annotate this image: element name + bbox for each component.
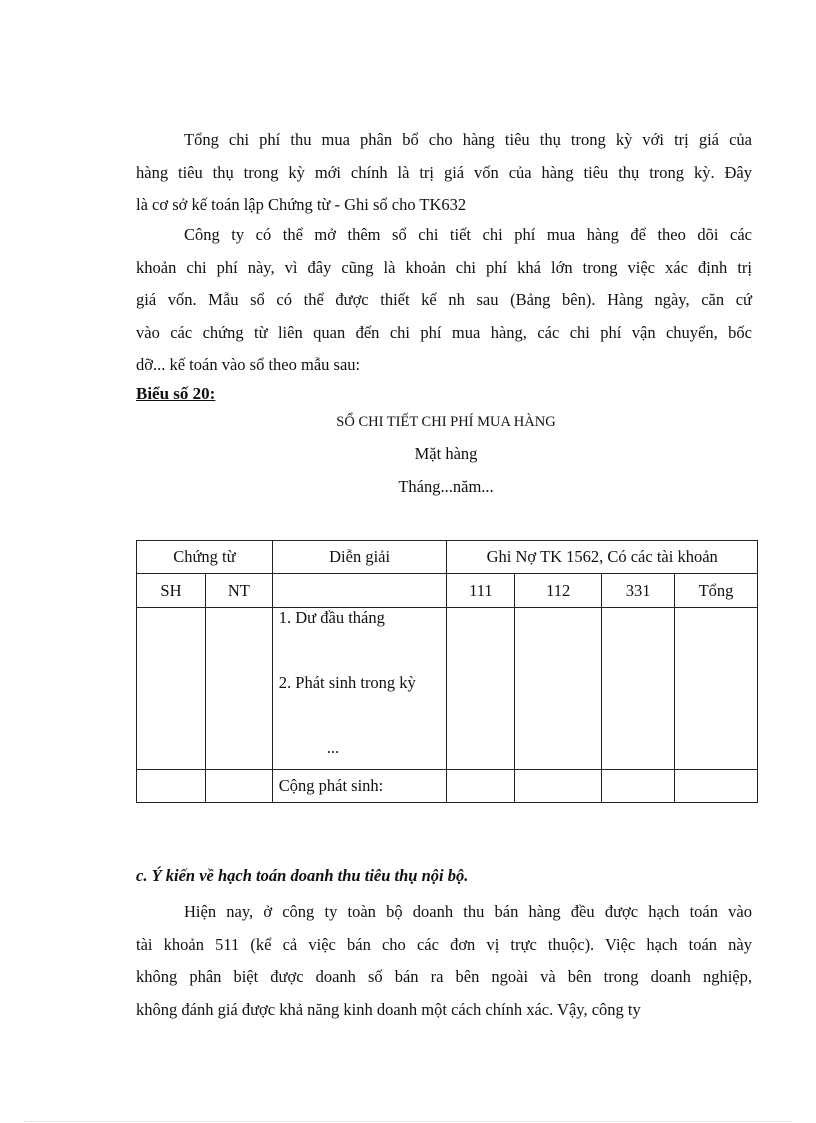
ledger-period-line: Tháng...năm... — [398, 477, 494, 496]
table-subheader-row — [137, 574, 758, 608]
paragraph-line: không phân biệt được doanh số bán ra bên ngoài và bên trong doanh nghiệp, — [136, 967, 752, 986]
cell-331 — [602, 608, 675, 770]
paragraph-line: Hiện nay, ở công ty toàn bộ doanh thu bán hàng đều được hạch toán vào — [184, 902, 752, 921]
ledger-title: SỔ CHI TIẾT CHI PHÍ MUA HÀNG — [336, 414, 556, 430]
paragraph-internal-revenue — [136, 896, 752, 1026]
header-debit-accounts: Ghi Nợ TK 1562, Có các tài khoản — [447, 541, 758, 574]
header-total: Tổng — [675, 574, 758, 608]
header-account-111: 111 — [447, 574, 515, 608]
period-arising-label: 2. Phát sinh trong kỳ — [278, 673, 416, 692]
ledger-table — [136, 540, 758, 803]
paragraph-ledger-intro — [136, 219, 752, 382]
paragraph-line: khoản chi phí này, vì đây cũng là khoản chi phí khá lớn trong việc xác định trị — [136, 257, 752, 277]
ledger-item-line: Mặt hàng — [414, 444, 478, 463]
header-empty-cell — [272, 574, 447, 608]
footer-cell — [447, 770, 515, 803]
paragraph-line: dỡ... kế toán vào sổ theo mẫu sau: — [136, 355, 361, 374]
footer-cell — [602, 770, 675, 803]
paragraph-line: giá vốn. Mẫu sổ có thể được thiết kế nh sau (Bảng bên). Hàng ngày, căn cứ — [136, 290, 752, 309]
footer-cell — [137, 770, 206, 803]
cell-112 — [515, 608, 602, 770]
footer-cell — [515, 770, 602, 803]
section-c-heading: c. Ý kiến về hạch toán doanh thu tiêu thụ nội bộ. — [136, 866, 469, 885]
paragraph-line: Tổng chi phí thu mua phân bổ cho hàng tiêu thụ trong kỳ với trị giá của — [184, 130, 752, 149]
opening-balance-label: 1. Dư đầu tháng — [278, 608, 385, 627]
paragraph-line: không đánh giá được khả năng kinh doanh một cách chính xác. Vậy, công ty — [136, 999, 641, 1019]
table-body-row — [137, 608, 758, 770]
paragraph-line: vào các chứng từ liên quan đến chi phí mua hàng, các chi phí vận chuyển, bốc — [136, 322, 752, 342]
ellipsis-label: ... — [326, 738, 340, 757]
paragraph-line: là cơ sở kế toán lập Chứng từ - Ghi sổ cho TK632 — [136, 195, 467, 214]
paragraph-line: Công ty có thể mở thêm sổ chi tiết chi phí mua hàng để theo dõi các — [184, 225, 752, 244]
header-voucher: Chứng từ — [137, 541, 273, 574]
header-description: Diễn giải — [272, 541, 447, 574]
header-sh: SH — [137, 574, 206, 608]
cell-111 — [447, 608, 515, 770]
footer-cell — [205, 770, 272, 803]
header-nt: NT — [205, 574, 272, 608]
table-footer-row — [137, 770, 758, 803]
form-number-heading: Biểu số 20: — [136, 384, 216, 403]
cell-total — [675, 608, 758, 770]
cell-sh — [137, 608, 206, 770]
footer-cell — [675, 770, 758, 803]
paragraph-cost-allocation — [136, 124, 752, 222]
footer-total-label: Cộng phát sinh: — [272, 770, 447, 803]
header-account-112: 112 — [515, 574, 602, 608]
paragraph-line: tài khoản 511 (kể cả việc bán cho các đơn vị trực thuộc). Việc hạch toán này — [136, 934, 752, 954]
page-bottom-divider — [24, 1121, 792, 1122]
paragraph-line: hàng tiêu thụ trong kỳ mới chính là trị giá vốn của hàng tiêu thụ trong kỳ. Đây — [136, 162, 752, 182]
cell-description — [272, 608, 447, 770]
header-account-331: 331 — [602, 574, 675, 608]
table-header-row — [137, 541, 758, 574]
cell-nt — [205, 608, 272, 770]
